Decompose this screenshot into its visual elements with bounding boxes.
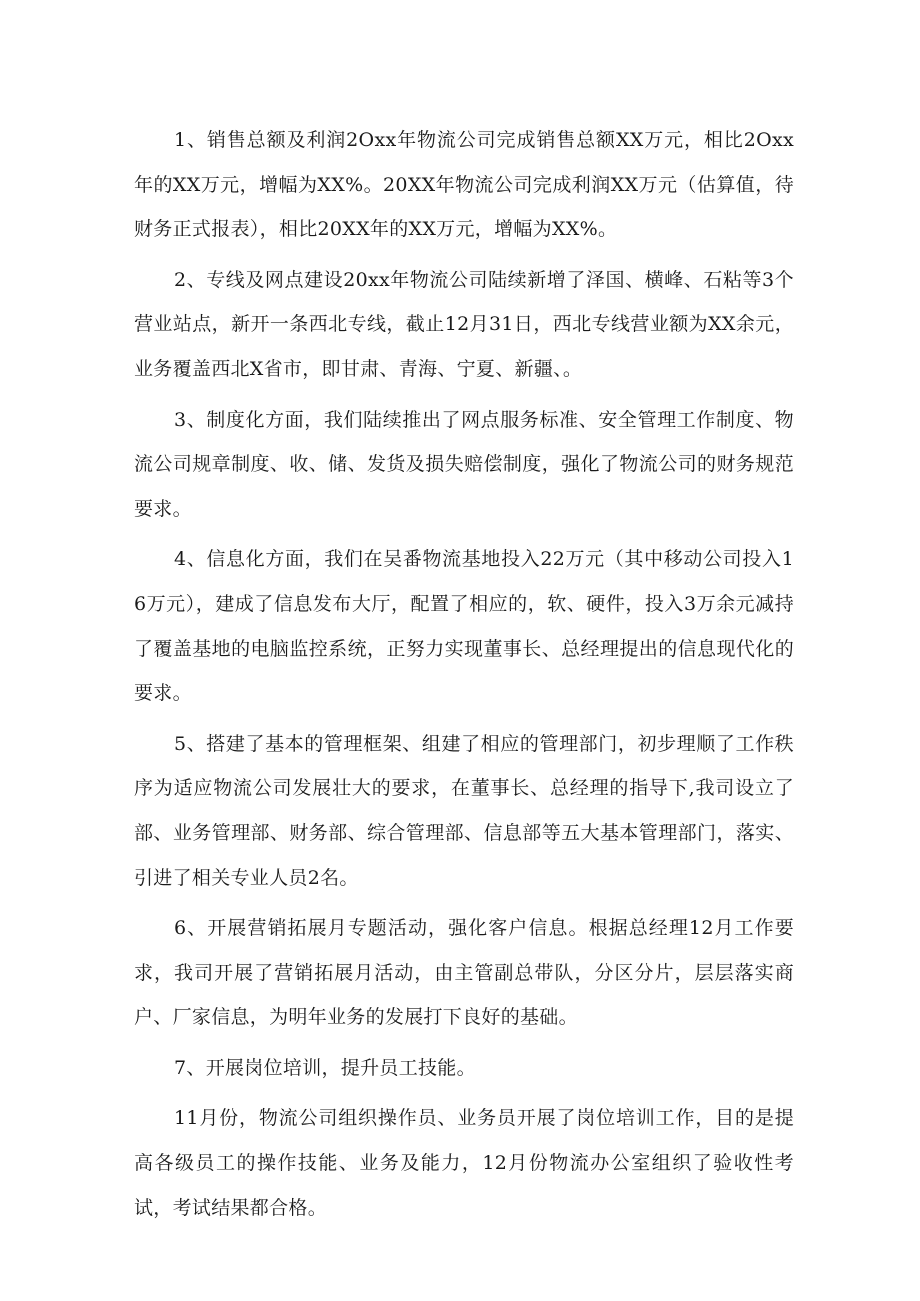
paragraph-informatization: 4、信息化方面，我们在吴番物流基地投入22万元（其中移动公司投入16万元），建成了信息发布大厅，配置了相应的，软、硬件，投入3万余元减持了覆盖基地的电脑监控系统，正努力实现董事长、总经理提出的信息现代化的要求。 xyxy=(134,548,794,705)
paragraph-training-heading: 7、开展岗位培训，提升员工技能。 xyxy=(174,1056,476,1079)
paragraph-marketing-campaign: 6、开展营销拓展月专题活动，强化客户信息。根据总经理12月工作要求，我司开展了营销拓展月活动，由主管副总带队，分区分片，层层落实商户、厂家信息，为明年业务的发展打下良好的基础。 xyxy=(134,917,794,1029)
paragraph-network-construction: 2、专线及网点建设20xx年物流公司陆续新增了泽国、横峰、石粘等3个营业站点，新开一条西北专线，截止12月31日，西北专线营业额为XX余元，业务覆盖西北X省市，即甘肃、青海、宁夏、新疆、。 xyxy=(134,268,794,380)
paragraph-training-details: 11月份，物流公司组织操作员、业务员开展了岗位培训工作，目的是提高各级员工的操作技能、业务及能力，12月份物流办公室组织了验收性考试，考试结果都合格。 xyxy=(134,1107,794,1219)
paragraph-management-framework: 5、搭建了基本的管理框架、组建了相应的管理部门，初步理顺了工作秩序为适应物流公司发展壮大的要求，在董事长、总经理的指导下,我司设立了部、业务管理部、财务部、综合管理部、信息部等五大基本管理部门，落实、引进了相关专业人员2名。 xyxy=(134,732,794,889)
document-body xyxy=(134,118,794,1236)
paragraph-sales-profit: 1、销售总额及利润2Oxx年物流公司完成销售总额XX万元，相比2Oxx年的XX万元，增幅为XX%。20XX年物流公司完成利润XX万元（估算值，待财务正式报表），相比20XX年的XX万元，增幅为XX%。 xyxy=(134,129,794,241)
paragraph-institutionalization: 3、制度化方面，我们陆续推出了网点服务标准、安全管理工作制度、物流公司规章制度、收、储、发货及损失赔偿制度，强化了物流公司的财务规范要求。 xyxy=(134,408,794,520)
